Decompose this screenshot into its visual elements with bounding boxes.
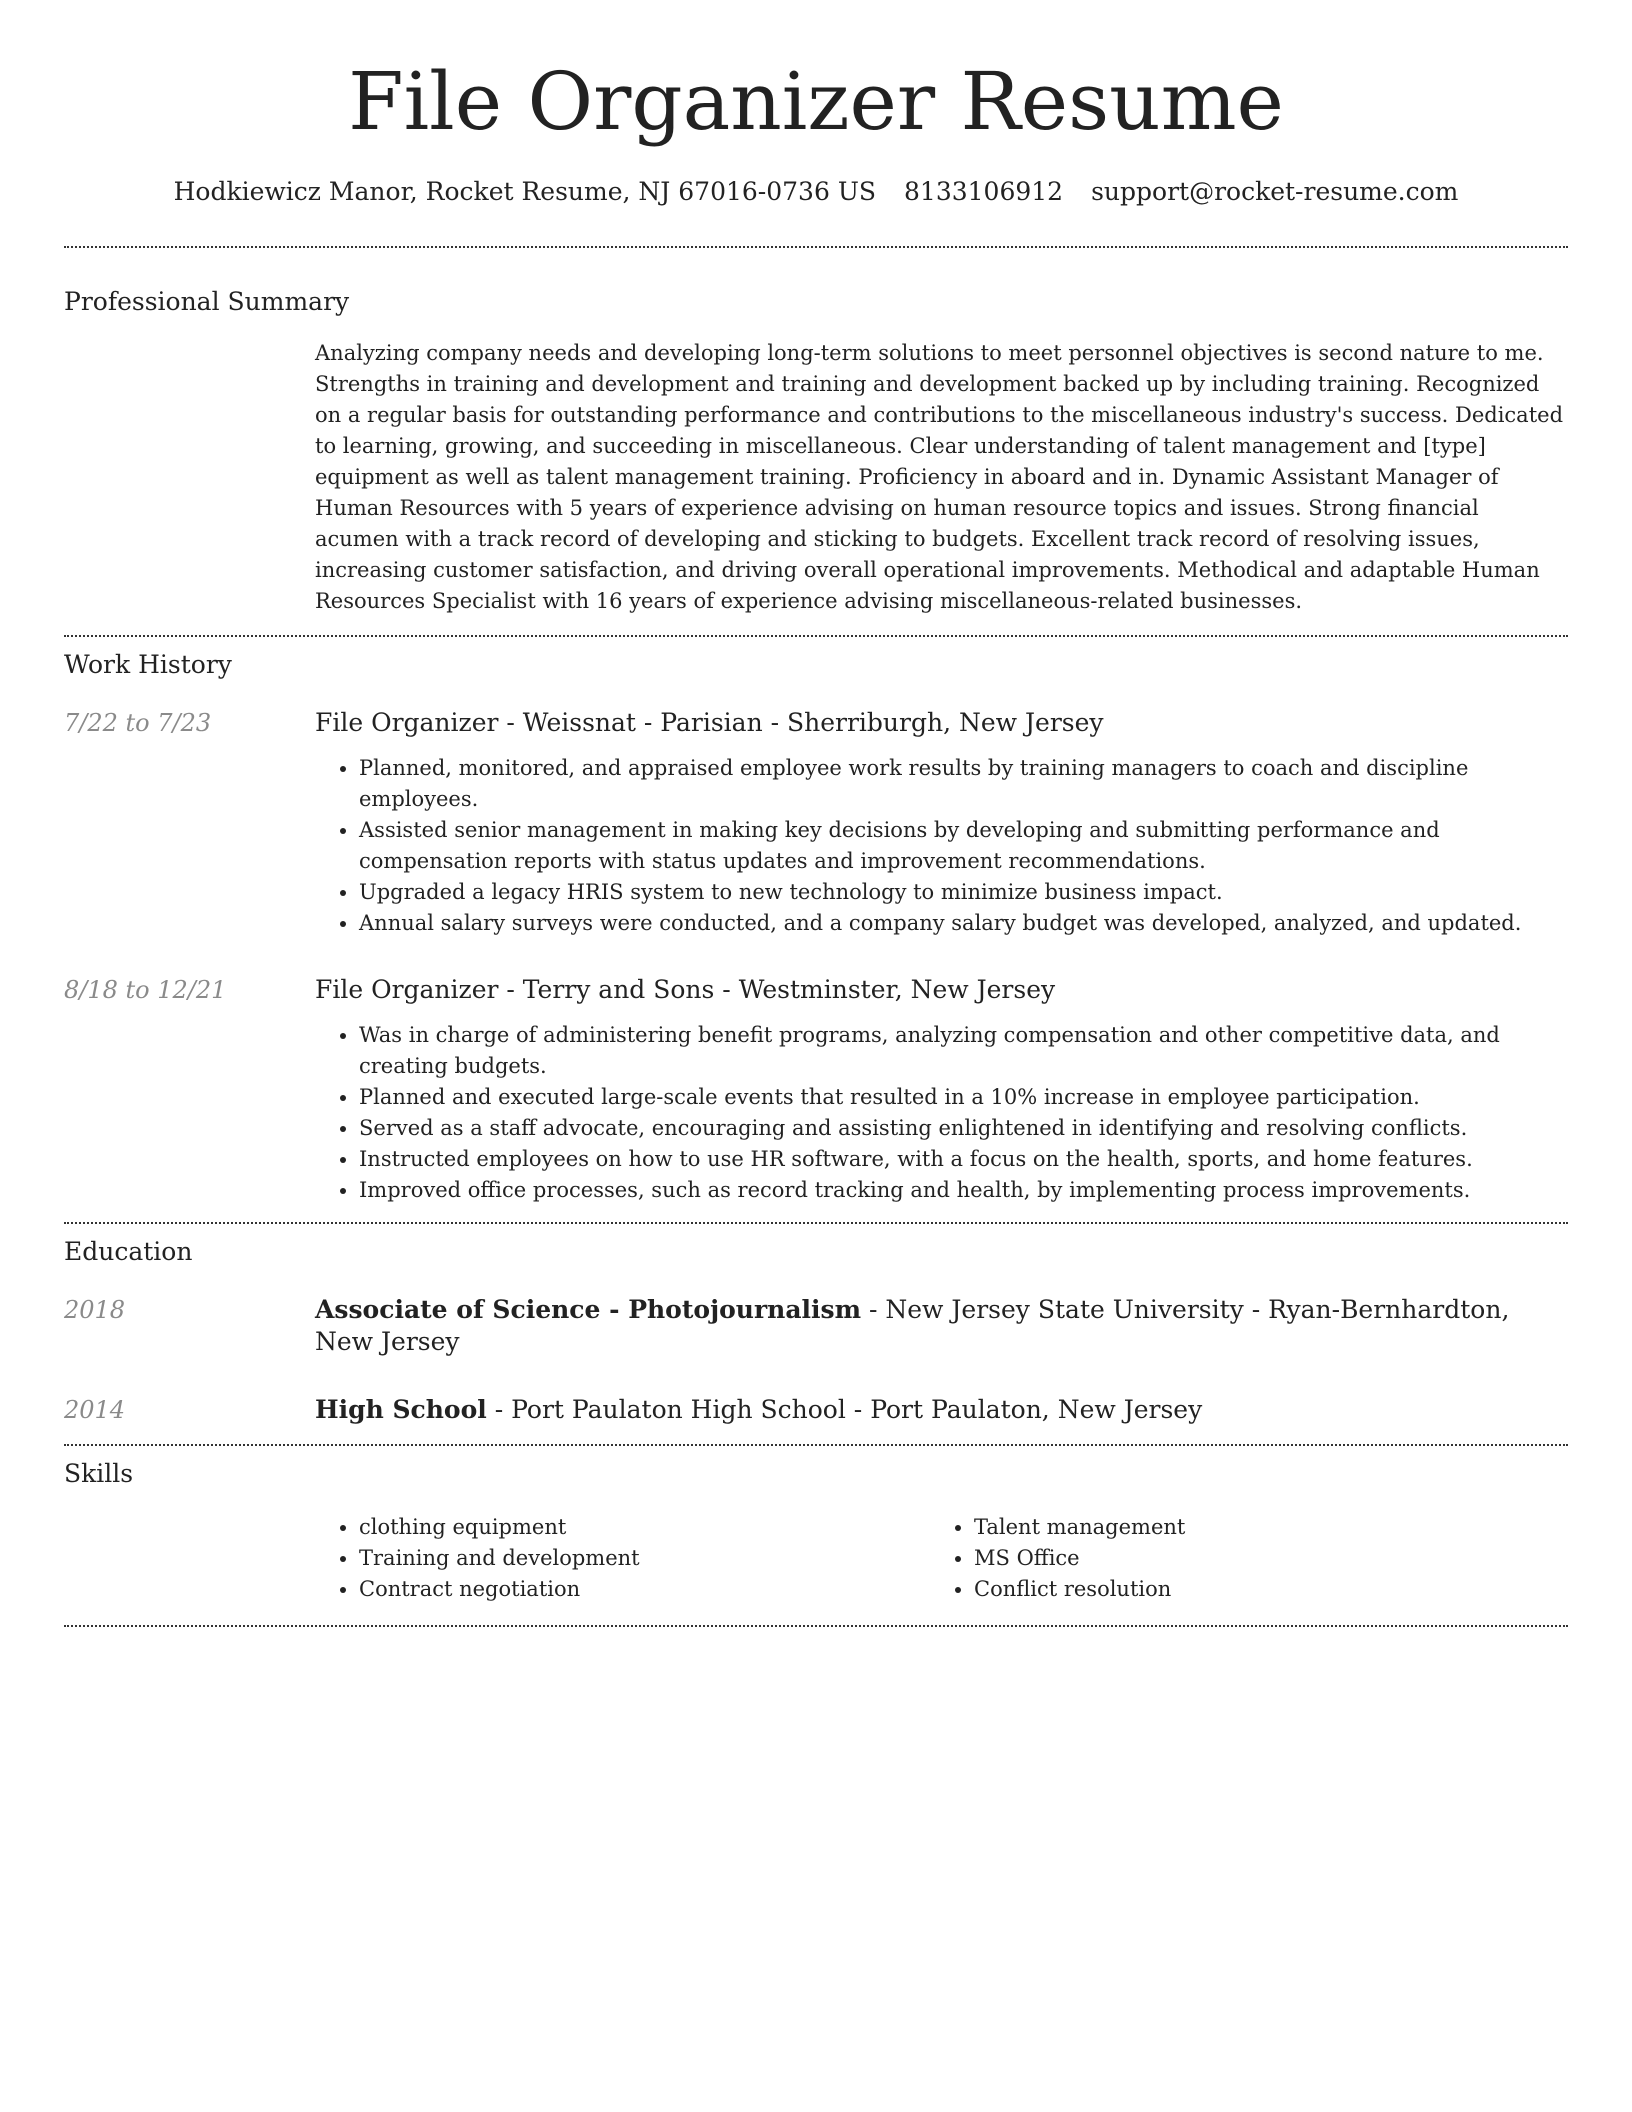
contact-phone: 8133106912 — [904, 177, 1064, 206]
list-item: • Improved office processes, such as record tracking and health, by implementing process improvements. — [359, 1175, 1568, 1206]
job-entry — [64, 974, 1568, 1206]
contact-email: support@rocket-resume.com — [1091, 177, 1459, 206]
list-item: • Assisted senior management in making key decisions by developing and submitting performance and compensation reports with status updates and improvement recommendations. — [359, 815, 1568, 877]
section-title-summary: Professional Summary — [64, 287, 350, 316]
job-heading: File Organizer - Terry and Sons - Westminster, New Jersey — [315, 975, 1056, 1004]
resume-page — [64, 0, 1568, 1627]
summary-text: Analyzing company needs and developing long-term solutions to meet personnel objectives is second nature to me. Strengths in training and development and training and development backed up by including training. Recognized on a regular basis for outstanding performance and contributions to the miscellaneous industry's success. Dedicated to learning, growing, and succeeding in miscellaneous. Clear understanding of talent management and [type] equipment as well as talent management training. Proficiency in aboard and in. Dynamic Assistant Manager of Human Resources with 5 years of experience advising on human resource topics and issues. Strong financial acumen with a track record of developing and sticking to budgets. Excellent track record of resolving issues, increasing customer satisfaction, and driving overall operational improvements. Methodical and adaptable Human Resources Specialist with 16 years of experience advising miscellaneous-related businesses. — [315, 341, 1564, 613]
section-title-skills: Skills — [64, 1459, 134, 1488]
contact-address: Hodkiewicz Manor, Rocket Resume, NJ 67016-0736 US — [173, 177, 877, 206]
skill-item: • MS Office — [974, 1543, 1545, 1574]
education-degree: High School — [315, 1395, 487, 1424]
list-item: • Upgraded a legacy HRIS system to new technology to minimize business impact. — [359, 877, 1568, 908]
skill-item: • Talent management — [974, 1512, 1545, 1543]
job-bullets — [315, 753, 1568, 939]
list-item: • Was in charge of administering benefit programs, analyzing compensation and other competitive data, and creating budgets. — [359, 1020, 1568, 1082]
job-dates: 7/22 to 7/23 — [64, 709, 212, 737]
job-bullets — [315, 1020, 1568, 1206]
education-year: 2014 — [64, 1396, 126, 1424]
job-dates: 8/18 to 12/21 — [64, 976, 227, 1004]
divider — [64, 1625, 1568, 1627]
list-item: • Planned and executed large-scale events that resulted in a 10% increase in employee participation. — [359, 1082, 1568, 1113]
job-heading: File Organizer - Weissnat - Parisian - Sherriburgh, New Jersey — [315, 708, 1104, 737]
education-details: - Port Paulaton High School - Port Paulaton, New Jersey — [486, 1395, 1203, 1424]
education-details: - New Jersey State University - Ryan-Bernhardton, New Jersey — [315, 1295, 1510, 1356]
education-degree: Associate of Science - Photojournalism — [315, 1295, 862, 1324]
work-history-section — [64, 637, 1568, 1206]
education-year: 2018 — [64, 1296, 126, 1324]
list-item: • Instructed employees on how to use HR software, with a focus on the health, sports, and home features. — [359, 1144, 1568, 1175]
education-entry — [64, 1294, 1568, 1358]
list-item: • Annual salary surveys were conducted, and a company salary budget was developed, analyzed, and updated. — [359, 908, 1568, 939]
list-item: • Planned, monitored, and appraised employee work results by training managers to coach and discipline employees. — [359, 753, 1568, 815]
skill-item: • clothing equipment — [359, 1512, 930, 1543]
list-item: • Served as a staff advocate, encouraging and assisting enlightened in identifying and resolving conflicts. — [359, 1113, 1568, 1144]
contact-line — [64, 176, 1568, 208]
skill-item: • Conflict resolution — [974, 1574, 1545, 1605]
skills-list-right — [930, 1512, 1545, 1605]
section-title-education: Education — [64, 1237, 193, 1266]
job-entry — [64, 707, 1568, 939]
skill-item: • Contract negotiation — [359, 1574, 930, 1605]
education-section — [64, 1224, 1568, 1426]
resume-title: File Organizer Resume — [348, 55, 1284, 148]
skill-item: • Training and development — [359, 1543, 930, 1574]
skills-list-left — [315, 1512, 930, 1605]
summary-section — [64, 248, 1568, 617]
section-title-work-history: Work History — [64, 650, 232, 679]
skills-section — [64, 1446, 1568, 1605]
education-entry — [64, 1394, 1568, 1426]
